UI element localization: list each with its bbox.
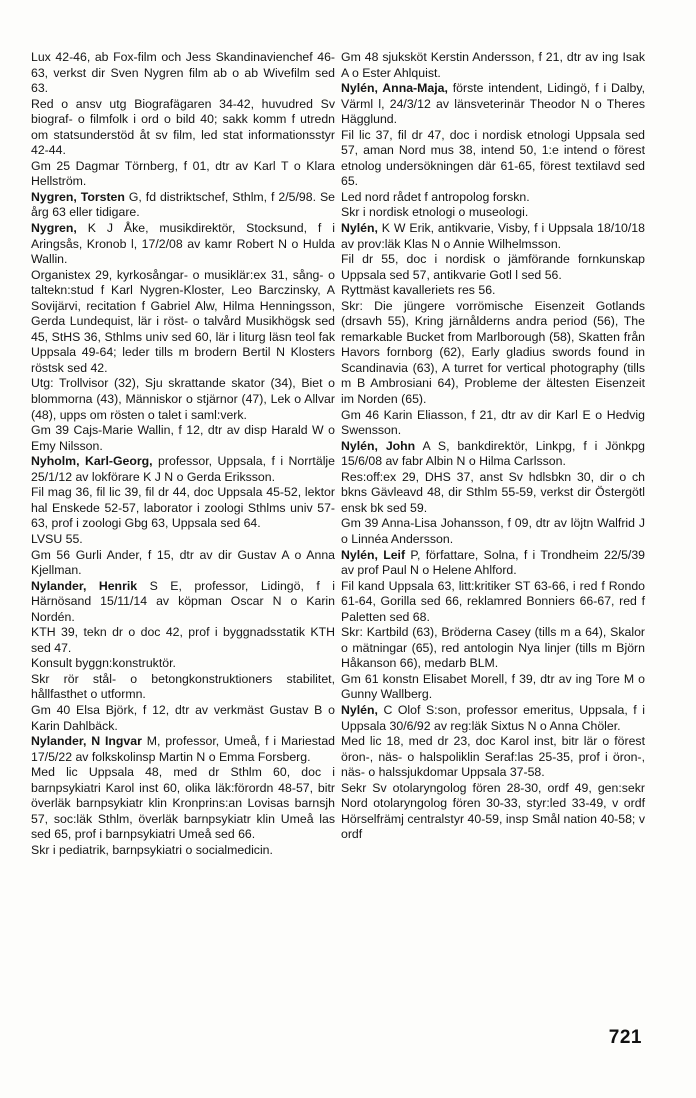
entry-paragraph	[31, 843, 335, 859]
entry-text: KTH 39, tekn dr o doc 42, prof i byggnadsstatik KTH sed 47.	[31, 625, 335, 655]
entry-text: A S, bankdirektör, Linkpg, f i Jönkpg 15/6/08 av fabr Albin N o Hilma Carlsson.	[341, 438, 645, 469]
entry-paragraph	[31, 376, 335, 423]
entry-text: Skr: Kartbild (63), Bröderna Casey (tills m a 64), Skalor o mätningar (65), red antologin Nya linjer (tills m Björn Håkanson 66), medarb BLM.	[341, 625, 645, 671]
entry-headword: Nygren,	[31, 221, 77, 236]
entry-text: Gm 39 Cajs-Marie Wallin, f 12, dtr av disp Harald W o Emy Nilsson.	[31, 423, 335, 453]
entry-paragraph	[341, 408, 645, 439]
entry-text: Ryttmäst kavalleriets res 56.	[341, 283, 496, 298]
entry-paragraph	[31, 579, 335, 626]
entry-paragraph	[341, 703, 645, 734]
entry-headword: Nylén,	[341, 702, 378, 717]
entry-text: Skr i nordisk etnologi o museologi.	[341, 205, 529, 220]
entry-text: Fil dr 55, doc i nordisk o jämförande fornkunskap Uppsala sed 57, antikvarie Gotl l sed 56.	[341, 252, 645, 282]
entry-text: Skr rör stål- o betongkonstruktioners stabilitet, hållfasthet o utformn.	[31, 671, 335, 702]
entry-paragraph	[31, 454, 335, 485]
entry-text: Skr: Die jüngere vorrömische Eisenzeit Gotlands (drsavh 55), Kring järnålderns andra period (56), The remarkable Bucket from Marlborough (58), Skatten från Havors fornborg (62), Early gladius swords found in Scandinavia (63), A turret for vertical photography (tills m B Ambrosiani 64), Probleme der ältesten Eisenzeit im Norden (65).	[341, 298, 645, 407]
entry-paragraph	[341, 516, 645, 547]
entry-text: M, professor, Umeå, f i Mariestad 17/5/22 av folkskolinsp Martin N o Emma Forsberg.	[31, 734, 335, 764]
entry-paragraph	[341, 579, 645, 626]
entry-paragraph	[341, 205, 645, 221]
entry-paragraph	[341, 734, 645, 781]
entry-paragraph	[31, 423, 335, 454]
entry-paragraph	[341, 283, 645, 299]
entry-paragraph	[341, 128, 645, 190]
entry-paragraph	[341, 439, 645, 470]
entry-paragraph	[341, 625, 645, 672]
entry-paragraph	[341, 548, 645, 579]
entry-paragraph	[341, 672, 645, 703]
page-number: 721	[608, 1027, 642, 1048]
entry-text: C Olof S:son, professor emeritus, Uppsala, f i Uppsala 30/6/92 av reg:läk Sixtus N o Anna Chöler.	[341, 702, 645, 733]
entry-paragraph	[31, 703, 335, 734]
entry-paragraph	[341, 781, 645, 843]
entry-text: Skr i pediatrik, barnpsykiatri o socialmedicin.	[31, 842, 273, 857]
entry-text: Organistex 29, kyrkosångar- o musiklär:ex 31, sång- o taltekn:stud f Karl Nygren-Kloster, Leo Barczinsky, A Sovijärvi, recitation f Gabriel Alw, Hilma Henningsson, Gerda Lundequist, lär i röst- o talvård Musikhögsk sed 45, StHS 36, Sthlms univ sed 60, lär i liturg läsn teol fak Uppsala 49-64; leder tills m brodern Bertil N Klosters röstsk sed 42.	[31, 267, 335, 375]
entry-paragraph	[341, 470, 645, 517]
entry-paragraph	[31, 548, 335, 579]
entry-paragraph	[31, 532, 335, 548]
entry-text: Gm 48 sjuksköt Kerstin Andersson, f 21, dtr av ing Isak A o Ester Ahlquist.	[341, 50, 645, 80]
entry-headword: Nylén, John	[341, 438, 416, 453]
entry-paragraph	[341, 221, 645, 252]
entry-text: professor, Uppsala, f i Norrtälje 25/1/12 av lokförare K J N o Gerda Eriksson.	[31, 454, 335, 484]
entry-headword: Nylander, Henrik	[31, 578, 138, 593]
entry-text: S E, professor, Lidingö, f i Härnösand 15/11/14 av köpman Oscar N o Karin Nordén.	[31, 578, 335, 624]
entry-text: Lux 42-46, ab Fox-film och Jess Skandinavienchef 46-63, verkst dir Sven Nygren film ab o ab Wivefilm sed 63.	[31, 50, 335, 96]
entry-text: Res:off:ex 29, DHS 37, anst Sv hdlsbkn 30, dir o ch bkns Gävleavd 48, dir Sthlm 55-59, verkst dir Östergötl ensk bk sed 59.	[341, 469, 645, 515]
entry-text: Utg: Trollvisor (32), Sju skrattande skator (34), Biet o blommorna (43), Människor o stjärnor (47), Lek o Allvar (48), upps om rösten o talet i saml:verk.	[31, 376, 335, 422]
entry-text: P, författare, Solna, f i Trondheim 22/5/39 av prof Paul N o Helene Ahlford.	[341, 547, 646, 578]
entry-text: Gm 46 Karin Eliasson, f 21, dtr av dir Karl E o Hedvig Swensson.	[341, 407, 645, 438]
entry-paragraph	[31, 765, 335, 843]
entry-paragraph	[31, 50, 335, 97]
entry-paragraph	[31, 672, 335, 703]
right-column	[341, 50, 645, 843]
entry-paragraph	[31, 485, 335, 532]
entry-text: Gm 39 Anna-Lisa Johansson, f 09, dtr av löjtn Walfrid J o Linnéa Andersson.	[341, 516, 645, 546]
entry-text: LVSU 55.	[31, 531, 83, 546]
entry-paragraph	[31, 221, 335, 268]
entry-headword: Nylander, N Ingvar	[31, 734, 142, 749]
entry-text: Med lic 18, med dr 23, doc Karol inst, bitr lär o förest öron-, näs- o halspoliklin Seraf:las 25-35, prof i öron-, näs- o halssjukdomar Uppsala 37-58.	[341, 734, 645, 780]
entry-paragraph	[31, 656, 335, 672]
entry-text: Fil mag 36, fil lic 39, fil dr 44, doc Uppsala 45-52, lektor hal Enskede 52-57, laborator i zoologi Sthlms univ 57-63, prof i zoologi Gbg 63, Uppsala sed 64.	[31, 485, 335, 531]
entry-paragraph	[31, 159, 335, 190]
entry-paragraph	[31, 268, 335, 377]
entry-headword: Nyholm, Karl-Georg,	[31, 454, 153, 469]
entry-paragraph	[341, 299, 645, 408]
entry-paragraph	[31, 190, 335, 221]
entry-paragraph	[31, 734, 335, 765]
entry-paragraph	[341, 81, 645, 128]
entry-paragraph	[341, 50, 645, 81]
entry-headword: Nylén, Leif	[341, 547, 406, 562]
entry-text: G, fd distriktschef, Sthlm, f 2/5/98. Se årg 63 eller tidigare.	[31, 189, 335, 220]
entry-headword: Nylén, Anna-Maja,	[341, 81, 448, 96]
entry-text: Red o ansv utg Biografägaren 34-42, huvudred Sv biograf- o filmfolk i ord o bild 40; sakk komm f utredn om statsunderstöd åt sv film, led stat informationsstyr 42-44.	[31, 96, 335, 158]
entry-paragraph	[31, 97, 335, 159]
entry-headword: Nygren, Torsten	[31, 189, 125, 204]
entry-text: K J Åke, musikdirektör, Stocksund, f i Aringsås, Kronob l, 17/2/08 av kamr Robert N o Hulda Wallin.	[31, 221, 335, 267]
entry-text: Gm 25 Dagmar Törnberg, f 01, dtr av Karl T o Klara Hellström.	[31, 158, 335, 189]
left-column	[31, 50, 335, 858]
entry-paragraph	[341, 190, 645, 206]
entry-paragraph	[31, 625, 335, 656]
entry-headword: Nylén,	[341, 221, 378, 236]
entry-text: förste intendent, Lidingö, f i Dalby, Värml l, 24/3/12 av länsveterinär Theodor N o Theres Hägglund.	[341, 81, 645, 127]
entry-text: Gm 40 Elsa Björk, f 12, dtr av verkmäst Gustav B o Karin Dahlbäck.	[31, 702, 335, 733]
entry-text: Med lic Uppsala 48, med dr Sthlm 60, doc i barnpsykiatri Karol inst 60, olika läk:förordn 48-57, bitr överläk barnpsykiatr klin Kronprins:an Lovisas barnsjh 57, soc:läk Sthlm, överläk barnpsykiatr klin Umeå las sed 65, prof i barnpsykiatri Umeå sed 66.	[31, 765, 335, 842]
entry-paragraph	[341, 252, 645, 283]
entry-text: Fil kand Uppsala 63, litt:kritiker ST 63-66, i red f Rondo 61-64, Gorilla sed 66, reklamred Bonniers 66-67, red f Paletten sed 68.	[341, 578, 645, 624]
entry-text: K W Erik, antikvarie, Visby, f i Uppsala 18/10/18 av prov:läk Klas N o Annie Wilhelmsson.	[341, 221, 645, 251]
entry-text: Sekr Sv otolaryngolog fören 28-30, ordf 49, gen:sekr Nord otolaryngolog fören 30-33, styr:led 33-49, v ordf Hörselfrämj centralstyr 40-59, insp Smål nation 40-58; v ordf	[341, 780, 645, 842]
entry-text: Led nord rådet f antropolog forskn.	[341, 189, 530, 204]
entry-text: Fil lic 37, fil dr 47, doc i nordisk etnologi Uppsala sed 57, aman Nord mus 38, intend 50, 1:e intend o förest etnolog undersökningen där 61-65, förest textilavd sed 65.	[341, 127, 645, 189]
entry-text: Konsult byggn:konstruktör.	[31, 656, 176, 671]
entry-text: Gm 56 Gurli Ander, f 15, dtr av dir Gustav A o Anna Kjellman.	[31, 547, 335, 578]
entry-text: Gm 61 konstn Elisabet Morell, f 39, dtr av ing Tore M o Gunny Wallberg.	[341, 671, 645, 702]
